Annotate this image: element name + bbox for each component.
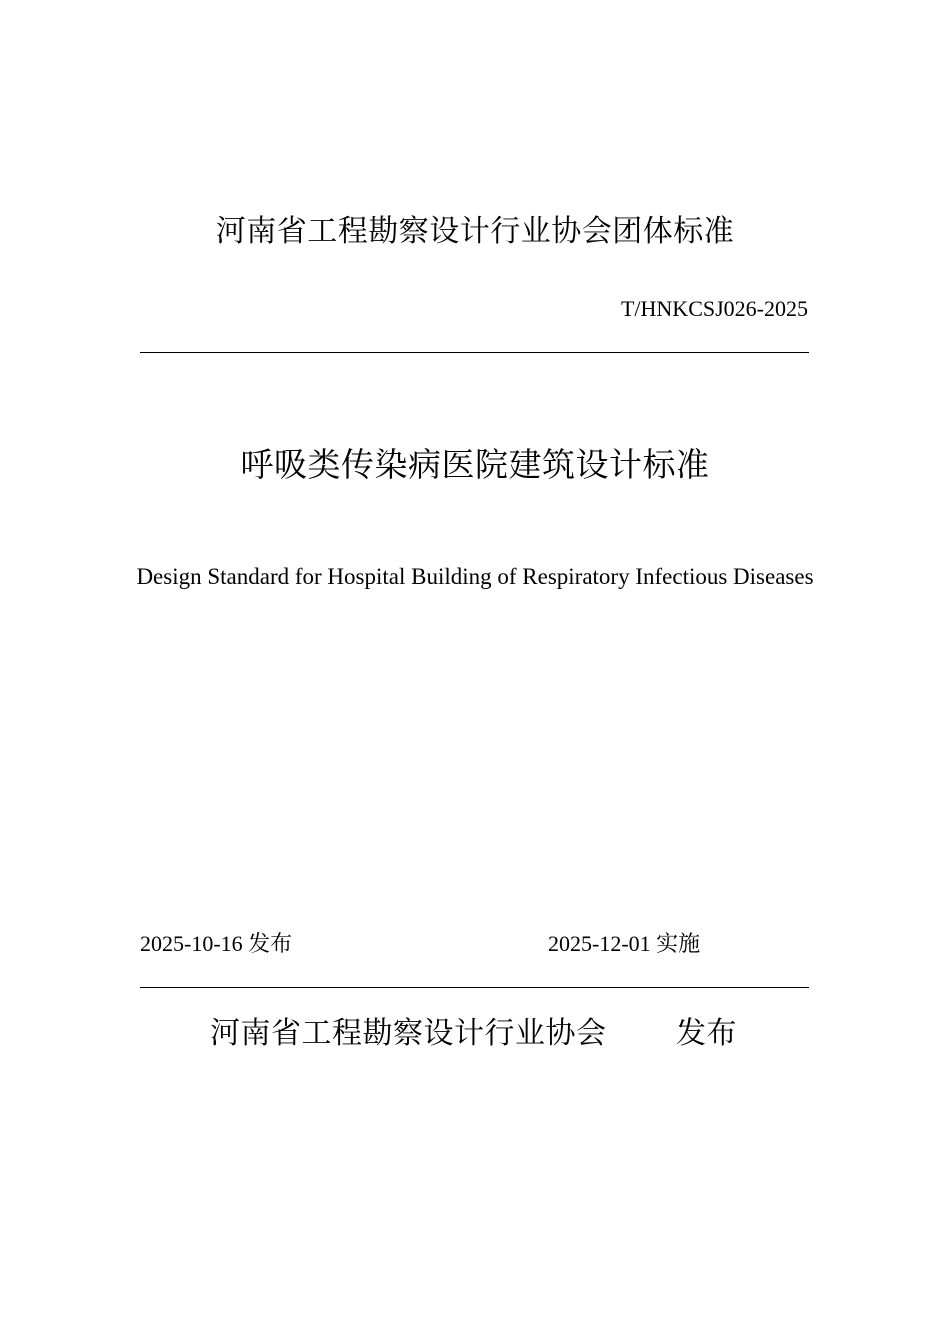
top-divider — [140, 352, 809, 353]
chinese-document-title: 呼吸类传染病医院建筑设计标准 — [240, 445, 710, 484]
publisher-action: 发布 — [676, 1016, 737, 1051]
standard-code: T/HNKCSJ026-2025 — [620, 296, 808, 321]
organization-standard-title: 河南省工程勘察设计行业协会团体标准 — [215, 214, 735, 249]
publisher-name: 河南省工程勘察设计行业协会 — [210, 1016, 607, 1051]
effective-date: 2025-12-01 实施 — [548, 931, 701, 956]
publish-date: 2025-10-16 发布 — [140, 931, 293, 956]
bottom-divider — [140, 987, 809, 988]
english-document-title: Design Standard for Hospital Building of Respiratory Infectious Diseases — [136, 564, 814, 589]
